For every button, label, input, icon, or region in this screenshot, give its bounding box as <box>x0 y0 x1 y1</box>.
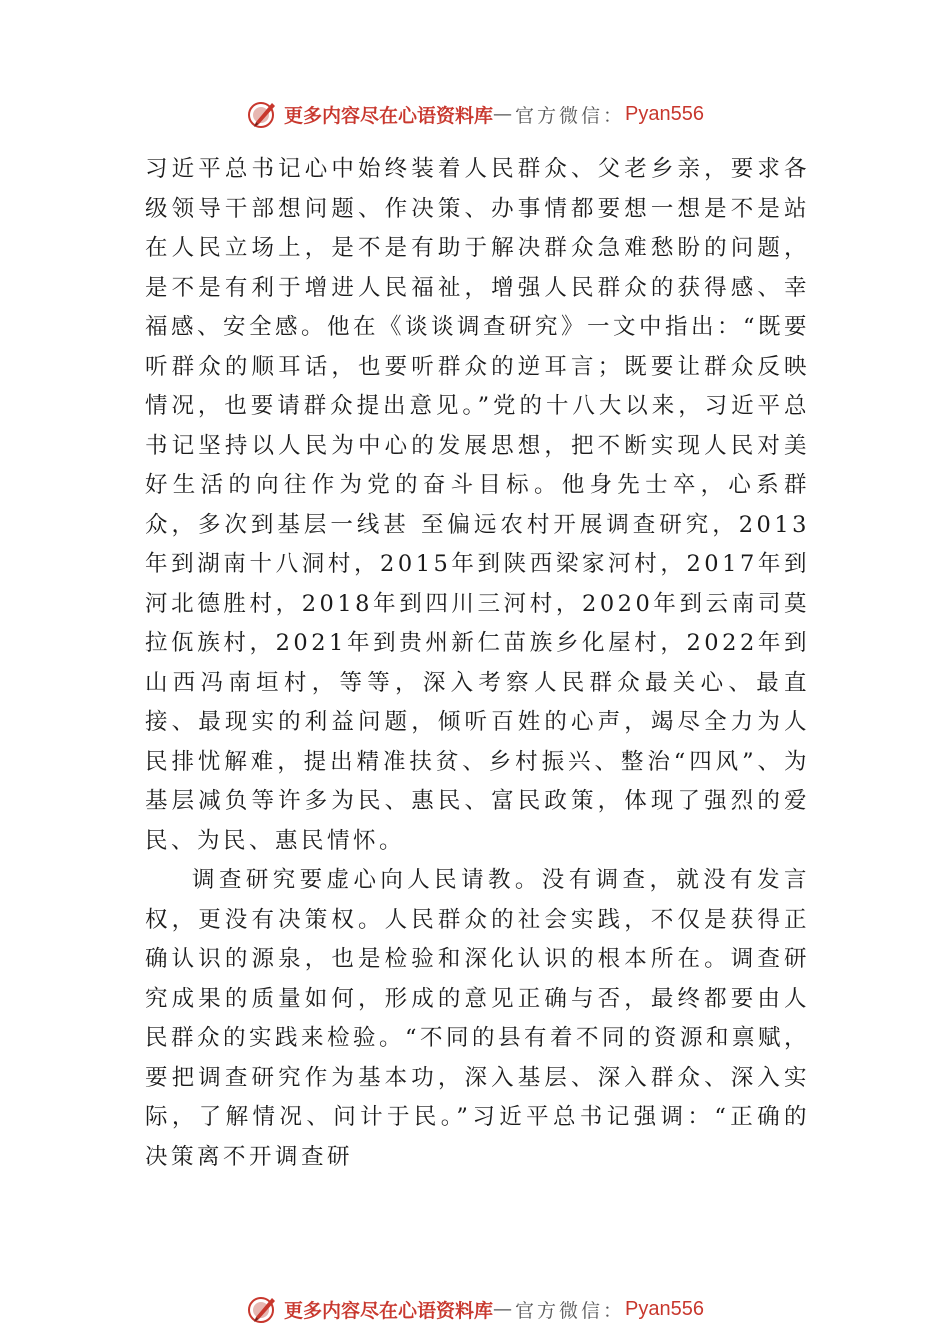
watermark-wechat-id: Pyan556 <box>625 1297 704 1320</box>
watermark-separator: — <box>493 103 516 125</box>
paragraph-2: 调查研究要虚心向人民请教。没有调查，就没有发言权，更没有决策权。人民群众的社会实践，不仅是获得正确认识的源泉，也是检验和深化认识的根本所在。调查研究成果的质量如何，形成的意见正确与否，最终都要由人民群众的实践来检验。“不同的县有着不同的资源和禀赋，要把调查研究作为基本功，深入基层、深入群众、深入实际，了解情况、问计于民。”习近平总书记强调：“正确的决策离不开调查研 <box>145 867 811 1170</box>
watermark-label: 官方微信： <box>515 104 626 127</box>
pen-nib-logo-icon <box>246 97 280 131</box>
header-watermark <box>0 94 950 134</box>
footer-watermark <box>0 1289 950 1329</box>
watermark-wechat-id: Pyan556 <box>625 102 704 125</box>
watermark-brand: 更多内容尽在心语资料库 <box>284 1299 494 1322</box>
paragraph-1: 习近平总书记心中始终装着人民群众、父老乡亲，要求各级领导干部想问题、作决策、办事情都要想一想是不是站在人民立场上，是不是有助于解决群众急难愁盼的问题，是不是有利于增进人民福祉，增强人民群众的获得感、幸福感、安全感。他在《谈谈调查研究》一文中指出：“既要听群众的顺耳话，也要听群众的逆耳言；既要让群众反映情况，也要请群众提出意见。”党的十八大以来，习近平总书记坚持以人民为中心的发展思想，把不断实现人民对美好生活的向往作为党的奋斗目标。他身先士卒，心系群众，多次到基层一线甚 至偏远农村开展调查研究，2013年到湖南十八洞村，2015年到陕西梁家河村，2017年到河北德胜村，2018年到四川三河村，2020年到云南司莫拉佤族村，2021年到贵州新仁苗族乡化屋村，2022年到山西冯南垣村，等等，深入考察人民群众最关心、最直接、最现实的利益问题，倾听百姓的心声，竭尽全力为人民排忧解难，提出精准扶贫、乡村振兴、整治“四风”、为基层减负等许多为民、惠民、富民政策，体现了强烈的爱民、为民、惠民情怀。 <box>145 156 811 854</box>
watermark-separator: — <box>493 1298 516 1320</box>
watermark-label: 官方微信： <box>515 1299 626 1322</box>
pen-nib-logo-icon <box>246 1292 280 1326</box>
watermark-brand: 更多内容尽在心语资料库 <box>284 104 494 127</box>
document-body <box>145 150 810 1177</box>
